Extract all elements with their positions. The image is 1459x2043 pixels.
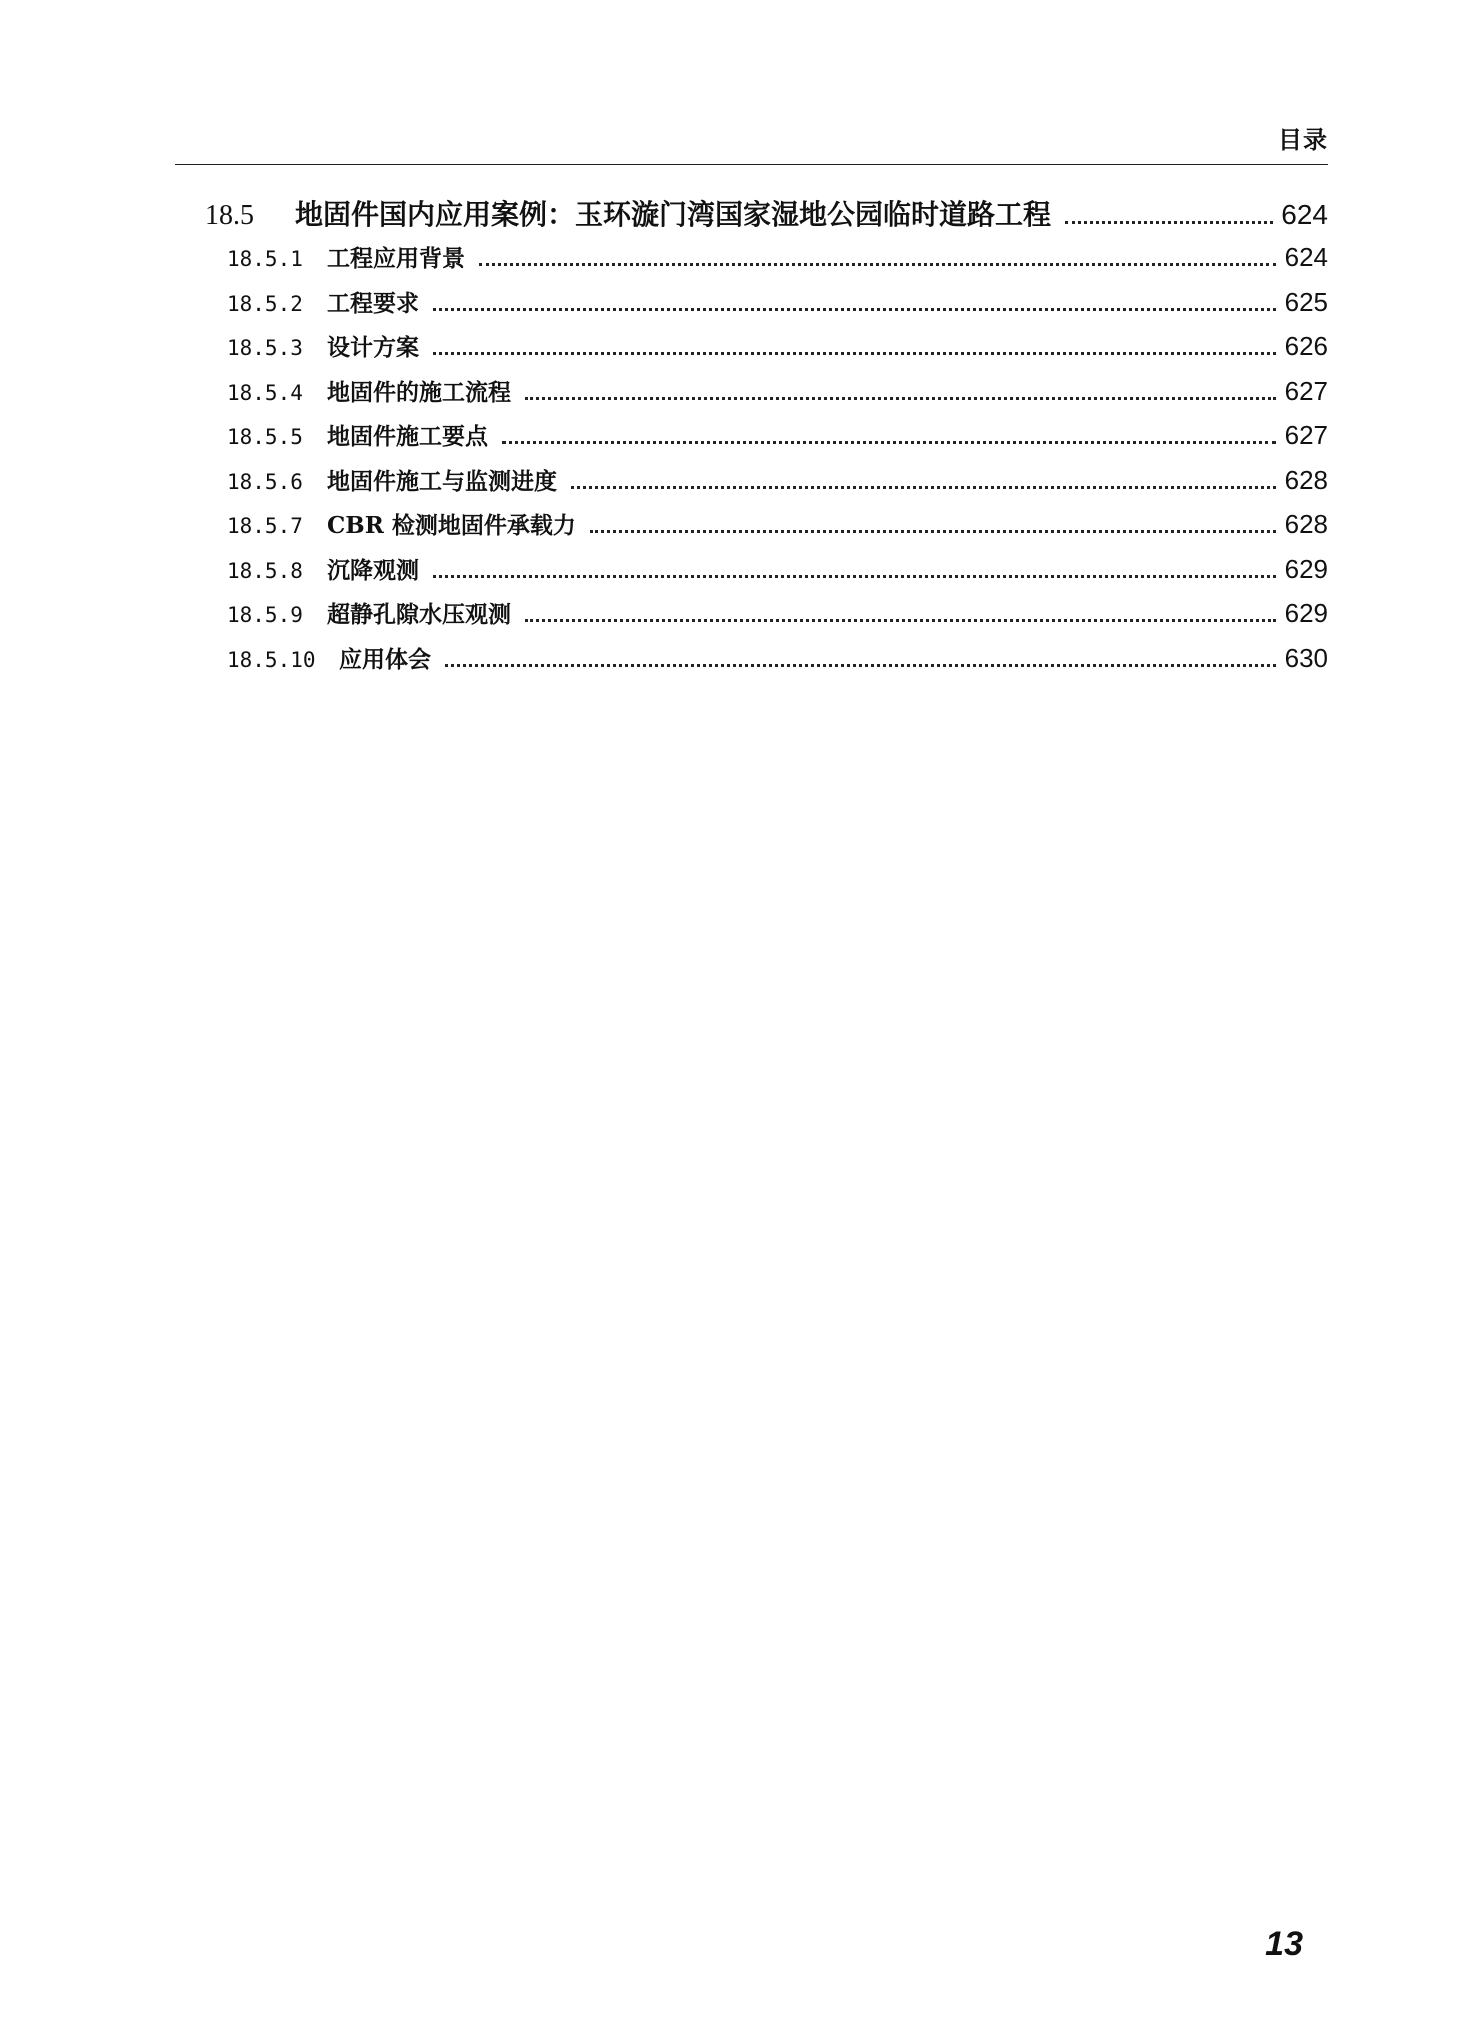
toc-entry[interactable] [227,507,1328,552]
toc-entry-page: 628 [1284,509,1328,539]
toc-entry-page: 626 [1284,331,1328,361]
toc-entry[interactable] [205,193,1328,240]
toc-entry-title: 沉降观测 [327,556,419,584]
toc-entry[interactable] [227,552,1328,597]
toc-entry[interactable] [227,596,1328,641]
toc-entry-number: 18.5.4 [227,380,303,405]
toc-entry-number: 18.5 [205,200,254,231]
toc-entry-page: 629 [1284,598,1328,628]
toc-entry-title: 超静孔隙水压观测 [327,601,511,628]
dot-leader [445,664,1276,667]
toc-entry-page: 627 [1284,375,1328,406]
toc-entry-page: 627 [1284,420,1328,450]
toc-entry-number: 18.5.2 [227,291,303,316]
toc-entry-number: 18.5.10 [227,647,316,672]
toc-entry[interactable] [227,418,1328,463]
toc-entry[interactable] [227,463,1328,508]
dot-leader [1065,221,1273,224]
toc-entry-title: 工程应用背景 [327,245,465,272]
toc-entry-page: 624 [1281,199,1328,230]
table-of-contents [205,193,1328,685]
toc-entry-page: 625 [1284,286,1328,317]
toc-entry-page: 629 [1284,553,1328,584]
toc-entry-page: 624 [1284,242,1328,272]
dot-leader [590,530,1276,533]
toc-entry-number: 18.5.7 [227,514,303,538]
toc-entry-number: 18.5.9 [227,603,303,627]
dot-leader [525,397,1276,400]
toc-entry-title: 地固件施工要点 [327,423,488,450]
toc-entry-page: 630 [1284,642,1328,673]
toc-entry[interactable] [227,329,1328,374]
toc-entry[interactable] [227,285,1328,330]
toc-entry-number: 18.5.1 [227,247,303,271]
toc-entry-title: 地固件施工与监测进度 [327,467,557,495]
toc-entry-title: 工程要求 [327,289,419,317]
header-rule [175,164,1328,165]
toc-entry-number: 18.5.6 [227,469,303,494]
dot-leader [479,263,1276,266]
toc-entry-page: 628 [1284,464,1328,495]
dot-leader [502,441,1276,444]
toc-entry-title: 地固件国内应用案例：玉环漩门湾国家湿地公园临时道路工程 [295,198,1052,231]
dot-leader [433,352,1276,355]
running-head: 目录 [1278,126,1328,154]
toc-entry-number: 18.5.5 [227,425,303,449]
toc-entry-title: 应用体会 [339,645,431,673]
toc-entry-title: CBR 检测地固件承载力 [327,512,576,539]
dot-leader [525,619,1276,622]
toc-entry-number: 18.5.8 [227,558,303,583]
toc-entry[interactable] [227,374,1328,419]
toc-entry-title: 设计方案 [327,334,419,361]
dot-leader [433,308,1276,311]
toc-entry[interactable] [227,240,1328,285]
toc-entry[interactable] [227,641,1328,686]
dot-leader [433,575,1276,578]
dot-leader [571,486,1276,489]
page-number: 13 [1265,1925,1303,1963]
toc-entry-number: 18.5.3 [227,336,303,360]
toc-entry-title: 地固件的施工流程 [327,378,511,406]
